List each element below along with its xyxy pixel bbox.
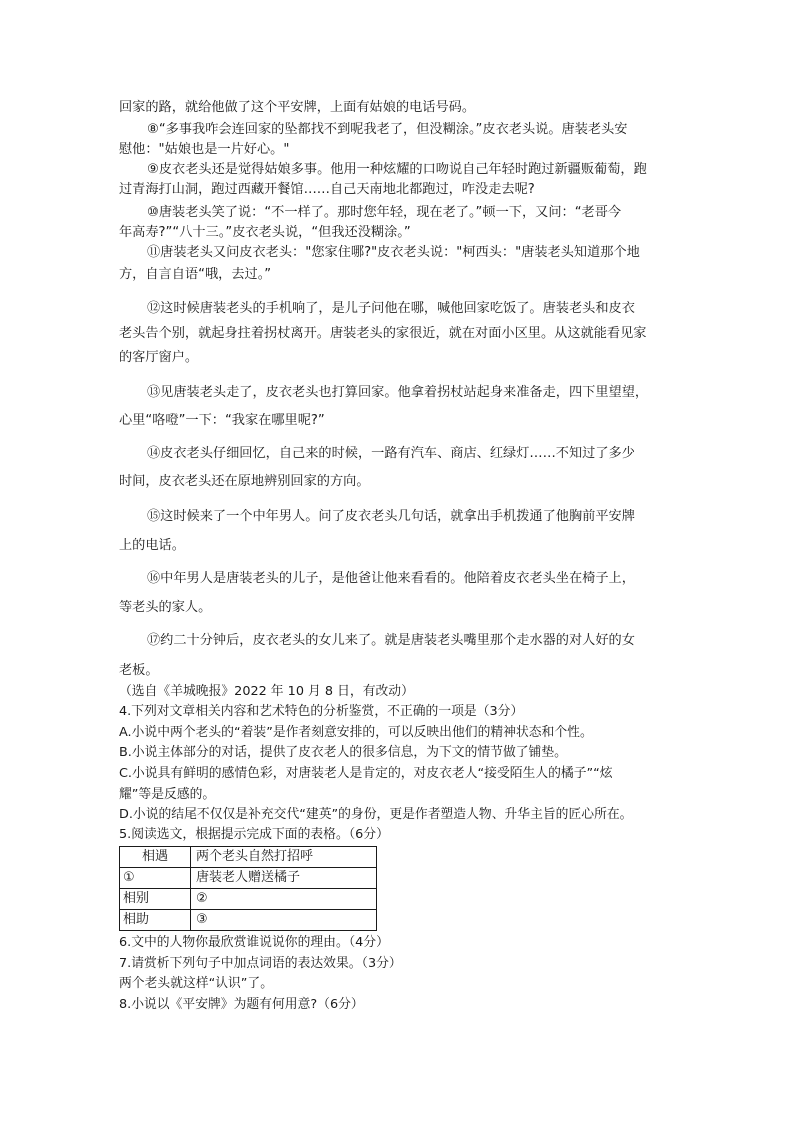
table-cell: ③ — [191, 910, 377, 931]
paragraph-9-line-1: ⑨皮衣老头还是觉得姑娘多事。他用一种炫耀的口吻说自己年轻时跑过新疆贩葡萄，跑 — [147, 162, 647, 177]
paragraph-17-line-1: ⑰约二十分钟后，皮衣老头的女儿来了。就是唐装老头嘴里那个走水器的对人好的女 — [147, 633, 635, 648]
table-cell: ① — [120, 868, 191, 889]
paragraph-12-line-2: 老头告个别，就起身拄着拐杖离开。唐装老头的家很近，就在对面小区里。从这就能看见家 — [119, 326, 647, 341]
question-5-stem: 5.阅读选文，根据提示完成下面的表格。（6分） — [119, 827, 389, 842]
paragraph-10-line-1: ⑩唐装老头笑了说：“不一样了。那时您年轻，现在老了。”顿一下，又问：“老哥今 — [147, 205, 622, 220]
question-7-sentence: 两个老头就这样“认识”了。 — [119, 976, 274, 991]
paragraph-9-line-2: 过青海打山洞，跑过西藏开餐馆……自己天南地北都跑过，咋没走去呢? — [119, 182, 535, 197]
paragraph-15-line-2: 上的电话。 — [119, 538, 185, 553]
answer-table — [119, 846, 377, 931]
paragraph-10-line-2: 年高寿?”“八十三。”皮衣老头说，“但我还没糊涂。” — [119, 225, 411, 240]
source-note: （选自《羊城晚报》2022 年 10 月 8 日，有改动） — [119, 684, 414, 699]
paragraph-12-line-3: 的客厅窗户。 — [119, 350, 199, 365]
table-row — [120, 910, 377, 931]
table-cell: ② — [191, 889, 377, 910]
question-4-option-c-line-1: C.小说具有鲜明的感情色彩，对唐装老人是肯定的，对皮衣老人“接受陌生人的橘子”“炫 — [119, 766, 613, 781]
question-6: 6.文中的人物你最欣赏谁说说你的理由。（4分） — [119, 935, 389, 950]
paragraph-12-line-1: ⑫这时候唐装老头的手机响了，是儿子问他在哪，喊他回家吃饭了。唐装老头和皮衣 — [147, 301, 635, 316]
paragraph-13-line-1: ⑬见唐装老头走了，皮衣老头也打算回家。他拿着拐杖站起身来准备走，四下里望望， — [147, 385, 649, 400]
table-cell: 相助 — [120, 910, 191, 931]
story-line: 回家的路，就给他做了这个平安牌，上面有姑娘的电话号码。 — [119, 100, 476, 115]
table-row — [120, 847, 377, 868]
paragraph-16-line-2: 等老头的家人。 — [119, 600, 212, 615]
paragraph-14-line-2: 时间，皮衣老头还在原地辨别回家的方向。 — [119, 474, 370, 489]
table-cell: 相遇 — [120, 847, 191, 868]
paragraph-14-line-1: ⑭皮衣老头仔细回忆，自己来的时候，一路有汽车、商店、红绿灯……不知过了多少 — [147, 446, 635, 461]
table-cell: 两个老头自然打招呼 — [191, 847, 377, 868]
paragraph-13-line-2: 心里“咯噔”一下：“我家在哪里呢?” — [119, 413, 325, 428]
table-row — [120, 889, 377, 910]
question-4-option-a: A.小说中两个老头的“着装”是作者刻意安排的，可以反映出他们的精神状态和个性。 — [119, 725, 593, 740]
table-row — [120, 868, 377, 889]
question-4-option-b: B.小说主体部分的对话，提供了皮衣老人的很多信息，为下文的情节做了铺垫。 — [119, 745, 567, 760]
question-7-stem: 7.请赏析下列句子中加点词语的表达效果。（3分） — [119, 956, 402, 971]
paragraph-11-line-1: ⑪唐装老头又问皮衣老头："您家住哪?"皮衣老头说："柯西头："唐装老头知道那个地 — [147, 245, 640, 260]
paragraph-17-line-2: 老板。 — [119, 663, 159, 678]
paragraph-15-line-1: ⑮这时候来了一个中年男人。问了皮衣老头几句话，就拿出手机拨通了他胸前平安牌 — [147, 509, 635, 524]
paragraph-16-line-1: ⑯中年男人是唐装老头的儿子，是他爸让他来看看的。他陪着皮衣老头坐在椅子上， — [147, 571, 635, 586]
question-4-option-d: D.小说的结尾不仅仅是补充交代“建英”的身份，更是作者塑造人物、升华主旨的匠心所在。 — [119, 807, 633, 822]
question-8: 8.小说以《平安牌》为题有何用意?（6分） — [119, 997, 364, 1012]
question-4-stem: 4.下列对文章相关内容和艺术特色的分析鉴赏，不正确的一项是（3分） — [119, 704, 524, 719]
paragraph-8-line-1: ⑧“多事我咋会连回家的坠都找不到呢我老了，但没糊涂。”皮衣老头说。唐装老头安 — [147, 122, 628, 137]
paragraph-8-line-2: 慰他："姑娘也是一片好心。" — [119, 142, 290, 157]
table-cell: 相别 — [120, 889, 191, 910]
paragraph-11-line-2: 方，自言自语“哦，去过。” — [119, 267, 272, 282]
table-cell: 唐装老人赠送橘子 — [191, 868, 377, 889]
question-4-option-c-line-2: 耀”等是反感的。 — [119, 787, 216, 802]
